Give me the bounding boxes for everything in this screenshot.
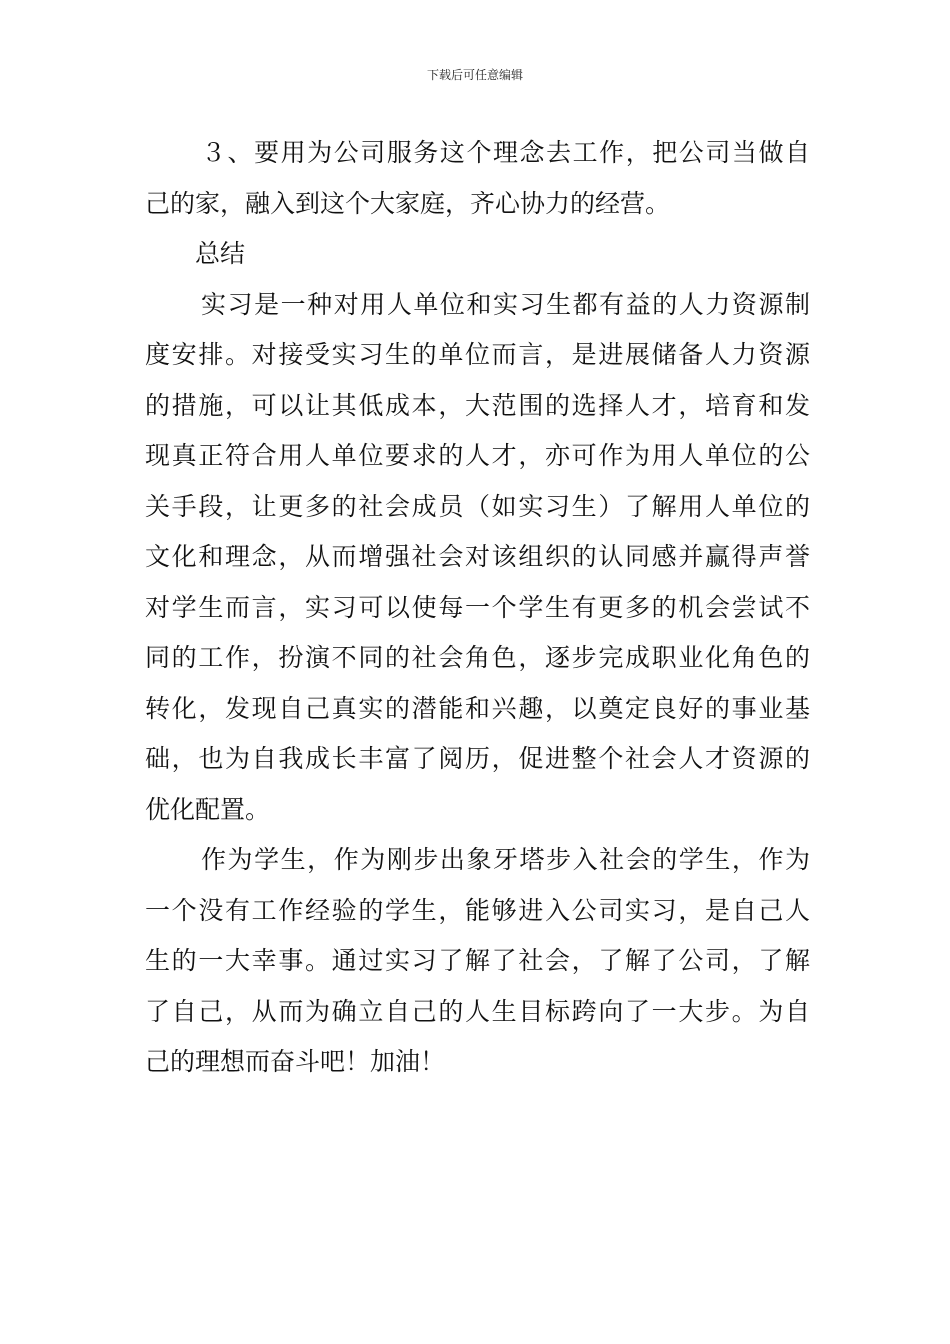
summary-heading: 总结	[195, 239, 246, 268]
paragraph-line: 了自己，从而为确立自己的人生目标跨向了一大步。为自	[145, 996, 810, 1026]
summary-paragraph-2	[145, 835, 810, 1088]
paragraph-line: 础，也为自我成长丰富了阅历，促进整个社会人才资源的	[145, 744, 810, 773]
paragraph-line: 同的工作，扮演不同的社会角色，逐步完成职业化角色的	[145, 643, 810, 672]
summary-paragraph-1	[145, 280, 810, 836]
paragraph-line: ３、要用为公司服务这个理念去工作，把公司当做自	[201, 138, 810, 167]
paragraph-line: 度安排。对接受实习生的单位而言，是进展储备人力资源	[145, 340, 810, 369]
paragraph-line: 作为学生，作为刚步出象牙塔步入社会的学生，作为	[201, 845, 810, 874]
paragraph-line: 一个没有工作经验的学生，能够进入公司实习，是自己人	[145, 895, 810, 925]
point-3-paragraph	[145, 128, 810, 229]
paragraph-line: 优化配置。	[145, 794, 271, 824]
paragraph-line: 生的一大幸事。通过实习了解了社会，了解了公司，了解	[145, 946, 810, 975]
paragraph-line: 现真正符合用人单位要求的人才，亦可作为用人单位的公	[145, 441, 810, 470]
paragraph-line: 转化，发现自己真实的潜能和兴趣，以奠定良好的事业基	[145, 693, 810, 723]
paragraph-line: 实习是一种对用人单位和实习生都有益的人力资源制	[201, 289, 810, 319]
paragraph-line: 己的家，融入到这个大家庭，齐心协力的经营。	[145, 188, 671, 218]
document-body	[145, 128, 810, 1088]
paragraph-line: 的措施，可以让其低成本，大范围的选择人才，培育和发	[145, 390, 810, 420]
paragraph-line: 文化和理念，从而增强社会对该组织的认同感并赢得声誉	[145, 542, 810, 571]
paragraph-line: 对学生而言，实习可以使每一个学生有更多的机会尝试不	[145, 592, 810, 622]
paragraph-line: 关手段，让更多的社会成员（如实习生）了解用人单位的	[145, 491, 810, 521]
page-header-note: 下载后可任意编辑	[426, 68, 523, 82]
paragraph-line: 己的理想而奋斗吧！加油！	[145, 1047, 446, 1076]
